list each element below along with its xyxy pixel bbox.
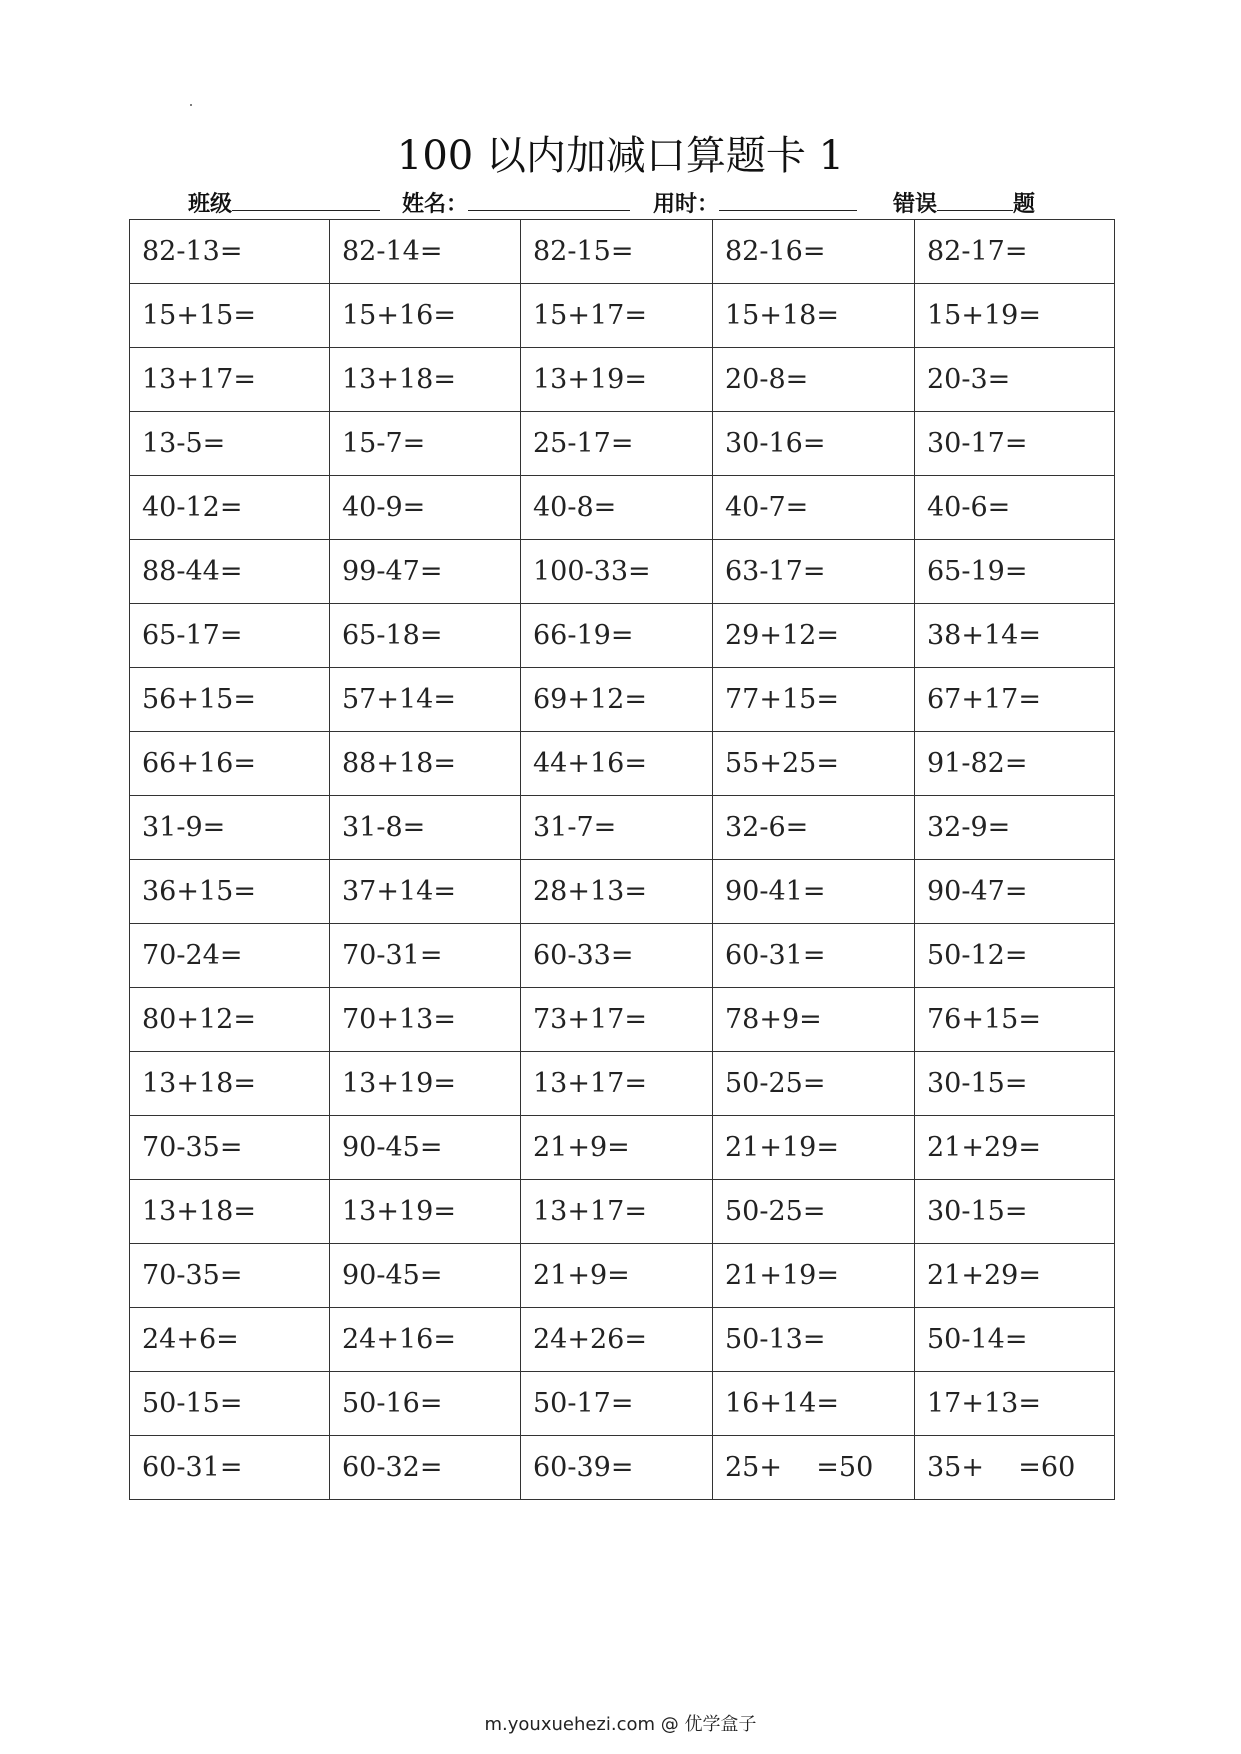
problem-cell: 28+13=	[521, 860, 713, 924]
problem-cell: 50-17=	[521, 1372, 713, 1436]
problem-cell: 77+15=	[713, 668, 915, 732]
problem-row	[130, 924, 1115, 988]
problem-cell: 30-15=	[915, 1052, 1115, 1116]
problem-cell: 82-17=	[915, 220, 1115, 284]
problem-cell: 90-47=	[915, 860, 1115, 924]
problem-cell: 70-31=	[330, 924, 521, 988]
problem-cell: 88-44=	[130, 540, 330, 604]
problem-cell: 65-18=	[330, 604, 521, 668]
problem-row	[130, 732, 1115, 796]
problem-row	[130, 668, 1115, 732]
problem-cell: 90-45=	[330, 1244, 521, 1308]
errors-label: 错误	[893, 192, 938, 217]
problem-cell: 73+17=	[521, 988, 713, 1052]
problem-cell: 15+16=	[330, 284, 521, 348]
student-info-row	[188, 186, 1088, 220]
problem-cell: 82-15=	[521, 220, 713, 284]
page-title: 100 以内加减口算题卡 1	[396, 133, 845, 179]
class-field	[188, 186, 380, 222]
problem-cell: 50-14=	[915, 1308, 1115, 1372]
problem-cell: 37+14=	[330, 860, 521, 924]
problem-cell: 17+13=	[915, 1372, 1115, 1436]
problem-cell: 29+12=	[713, 604, 915, 668]
problem-cell: 50-13=	[713, 1308, 915, 1372]
problem-cell: 21+29=	[915, 1244, 1115, 1308]
problem-row	[130, 796, 1115, 860]
problem-cell: 78+9=	[713, 988, 915, 1052]
problem-cell: 15-7=	[330, 412, 521, 476]
problem-row	[130, 1308, 1115, 1372]
problem-cell: 82-13=	[130, 220, 330, 284]
problem-cell: 13-5=	[130, 412, 330, 476]
time-label: 用时：	[653, 192, 720, 217]
problem-cell: 30-15=	[915, 1180, 1115, 1244]
problem-cell: 70+13=	[330, 988, 521, 1052]
problem-cell: 38+14=	[915, 604, 1115, 668]
problem-cell: 21+19=	[713, 1116, 915, 1180]
problem-cell: 65-17=	[130, 604, 330, 668]
problem-cell: 31-7=	[521, 796, 713, 860]
problem-cell: 13+18=	[330, 348, 521, 412]
problem-cell: 21+29=	[915, 1116, 1115, 1180]
problem-cell: 50-15=	[130, 1372, 330, 1436]
problem-table	[129, 219, 1115, 1500]
problem-cell: 90-45=	[330, 1116, 521, 1180]
problem-cell: 56+15=	[130, 668, 330, 732]
problem-cell: 15+18=	[713, 284, 915, 348]
problem-cell: 82-14=	[330, 220, 521, 284]
problem-row	[130, 220, 1115, 284]
problem-cell: 91-82=	[915, 732, 1115, 796]
problem-cell: 60-33=	[521, 924, 713, 988]
problem-cell: 88+18=	[330, 732, 521, 796]
problem-cell: 24+26=	[521, 1308, 713, 1372]
problem-cell: 15+19=	[915, 284, 1115, 348]
problem-cell: 76+15=	[915, 988, 1115, 1052]
problem-table-body	[130, 220, 1115, 1500]
problem-cell: 50-16=	[330, 1372, 521, 1436]
problem-cell: 13+19=	[521, 348, 713, 412]
problem-cell: 67+17=	[915, 668, 1115, 732]
problem-cell: 32-6=	[713, 796, 915, 860]
problem-row	[130, 1372, 1115, 1436]
problem-row	[130, 284, 1115, 348]
problem-cell: 70-35=	[130, 1116, 330, 1180]
problem-cell: 40-9=	[330, 476, 521, 540]
problem-cell: 44+16=	[521, 732, 713, 796]
time-field	[653, 186, 857, 222]
problem-cell: 60-31=	[130, 1436, 330, 1500]
problem-cell: 31-8=	[330, 796, 521, 860]
problem-cell: 13+18=	[130, 1052, 330, 1116]
errors-blank[interactable]	[937, 186, 1013, 211]
problem-cell: 60-39=	[521, 1436, 713, 1500]
stray-dot	[190, 104, 192, 106]
name-field	[402, 186, 630, 222]
problem-cell: 20-8=	[713, 348, 915, 412]
problem-cell: 13+19=	[330, 1180, 521, 1244]
problem-cell: 82-16=	[713, 220, 915, 284]
problem-row	[130, 1436, 1115, 1500]
class-blank[interactable]	[232, 186, 380, 211]
problem-cell: 21+19=	[713, 1244, 915, 1308]
problem-cell: 31-9=	[130, 796, 330, 860]
problem-cell: 15+15=	[130, 284, 330, 348]
problem-cell: 80+12=	[130, 988, 330, 1052]
errors-field	[893, 186, 1035, 222]
problem-cell: 40-8=	[521, 476, 713, 540]
problem-row	[130, 348, 1115, 412]
problem-cell: 55+25=	[713, 732, 915, 796]
problem-cell: 66+16=	[130, 732, 330, 796]
problem-row	[130, 412, 1115, 476]
footer-watermark: m.youxuehezi.com @ 优学盒子	[484, 1714, 757, 1735]
problem-cell: 16+14=	[713, 1372, 915, 1436]
problem-cell: 25+ =50	[713, 1436, 915, 1500]
problem-cell: 13+17=	[521, 1052, 713, 1116]
problem-cell: 69+12=	[521, 668, 713, 732]
problem-row	[130, 1244, 1115, 1308]
problem-cell: 90-41=	[713, 860, 915, 924]
problem-cell: 70-35=	[130, 1244, 330, 1308]
problem-cell: 21+9=	[521, 1116, 713, 1180]
time-blank[interactable]	[719, 186, 857, 211]
problem-cell: 13+17=	[521, 1180, 713, 1244]
problem-cell: 65-19=	[915, 540, 1115, 604]
problem-cell: 100-33=	[521, 540, 713, 604]
class-label: 班级	[188, 192, 233, 217]
problem-cell: 60-31=	[713, 924, 915, 988]
name-label: 姓名：	[402, 192, 469, 217]
problem-row	[130, 1180, 1115, 1244]
problem-row	[130, 540, 1115, 604]
problem-row	[130, 860, 1115, 924]
problem-cell: 35+ =60	[915, 1436, 1115, 1500]
problem-cell: 13+18=	[130, 1180, 330, 1244]
problem-cell: 50-12=	[915, 924, 1115, 988]
problem-cell: 32-9=	[915, 796, 1115, 860]
problem-cell: 70-24=	[130, 924, 330, 988]
problem-cell: 36+15=	[130, 860, 330, 924]
problem-cell: 50-25=	[713, 1180, 915, 1244]
problem-row	[130, 1116, 1115, 1180]
errors-suffix: 题	[1013, 192, 1036, 217]
problem-cell: 30-16=	[713, 412, 915, 476]
problem-cell: 40-7=	[713, 476, 915, 540]
problem-cell: 63-17=	[713, 540, 915, 604]
problem-cell: 20-3=	[915, 348, 1115, 412]
problem-row	[130, 604, 1115, 668]
problem-cell: 66-19=	[521, 604, 713, 668]
problem-cell: 30-17=	[915, 412, 1115, 476]
problem-cell: 50-25=	[713, 1052, 915, 1116]
problem-cell: 24+16=	[330, 1308, 521, 1372]
name-blank[interactable]	[468, 186, 630, 211]
problem-cell: 57+14=	[330, 668, 521, 732]
problem-cell: 13+17=	[130, 348, 330, 412]
problem-cell: 60-32=	[330, 1436, 521, 1500]
problem-cell: 24+6=	[130, 1308, 330, 1372]
problem-row	[130, 1052, 1115, 1116]
problem-cell: 99-47=	[330, 540, 521, 604]
problem-cell: 40-6=	[915, 476, 1115, 540]
problem-cell: 21+9=	[521, 1244, 713, 1308]
problem-cell: 25-17=	[521, 412, 713, 476]
problem-cell: 13+19=	[330, 1052, 521, 1116]
problem-row	[130, 476, 1115, 540]
problem-cell: 15+17=	[521, 284, 713, 348]
problem-row	[130, 988, 1115, 1052]
problem-cell: 40-12=	[130, 476, 330, 540]
